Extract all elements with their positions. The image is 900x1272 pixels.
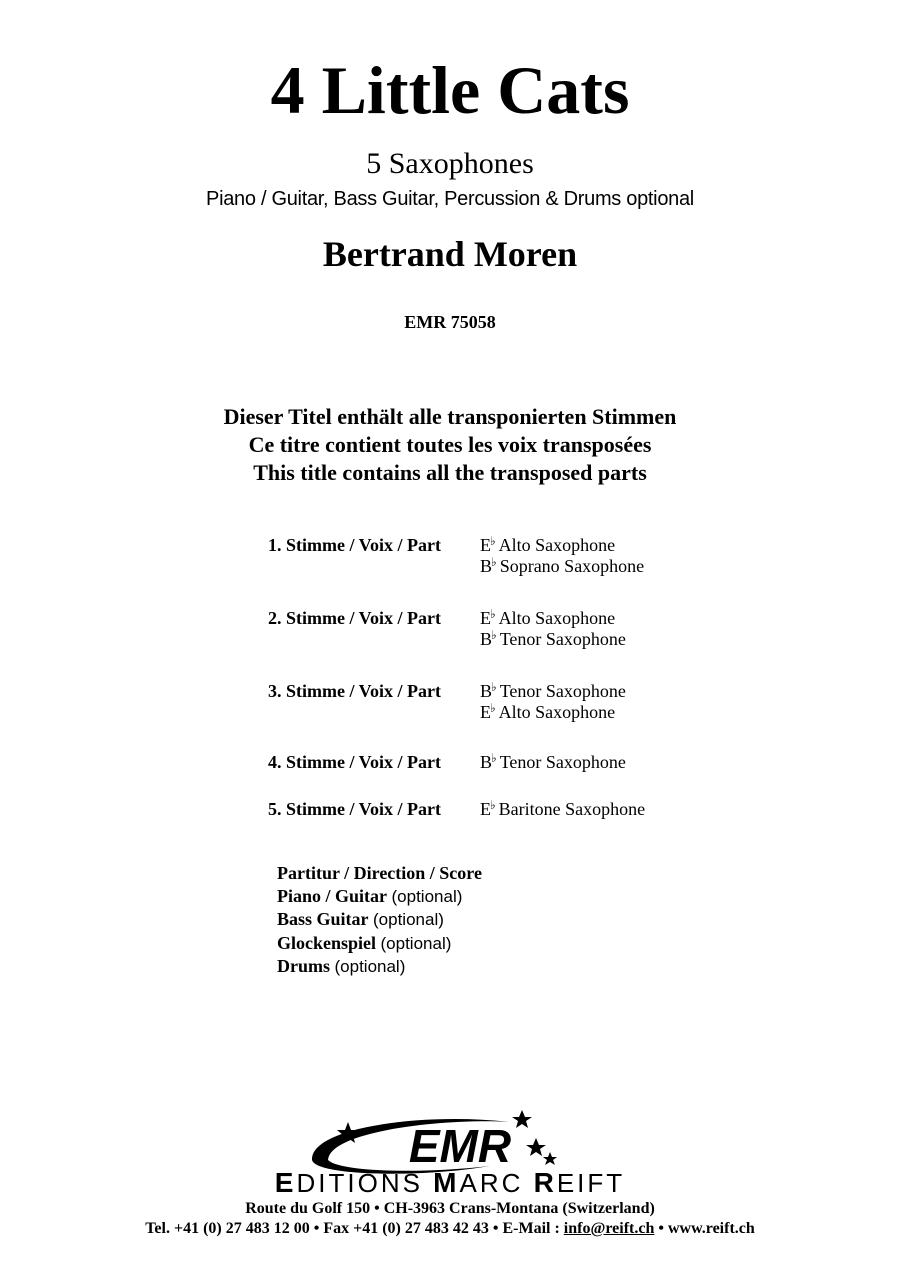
instrument-name: Tenor Saxophone <box>499 629 626 649</box>
score-item-note: (optional) <box>391 886 463 906</box>
instrument-key: B <box>480 681 493 701</box>
part-row <box>268 609 708 651</box>
publisher-address: Route du Golf 150 • CH-3963 Crans-Montana (Switzerland) <box>245 1200 655 1217</box>
part-instruments <box>480 800 645 821</box>
score-item-name: Drums <box>277 956 330 976</box>
notice-english: This title contains all the transposed parts <box>253 460 647 485</box>
catalog-number: EMR 75058 <box>404 312 496 332</box>
instrument-name: Tenor Saxophone <box>499 681 626 701</box>
part-instruments <box>480 753 626 774</box>
part-label: 5. Stimme / Voix / Part <box>268 799 441 819</box>
score-item <box>277 955 482 979</box>
publisher-initial: E <box>274 1167 297 1198</box>
part-instrument <box>480 753 626 774</box>
instrument-name: Alto Saxophone <box>498 535 616 555</box>
title: 4 Little Cats <box>270 52 630 128</box>
notice-german: Dieser Titel enthält alle transponierten Stimmen <box>223 404 677 429</box>
score-item-name: Glockenspiel <box>277 932 377 953</box>
instrument-name: Alto Saxophone <box>498 702 616 722</box>
part-instruments <box>480 536 644 578</box>
part-instrument <box>480 800 645 821</box>
score-item <box>277 908 482 932</box>
logo-text: EMR <box>408 1120 512 1172</box>
instrument-name: Baritone Saxophone <box>498 799 646 819</box>
instrument-key: E <box>480 702 491 722</box>
flat-symbol: ♭ <box>491 751 497 765</box>
publisher-contact <box>0 1219 900 1239</box>
instrument-key: B <box>480 556 493 576</box>
flat-symbol: ♭ <box>491 555 497 569</box>
part-label: 3. Stimme / Voix / Part <box>268 681 441 701</box>
flat-symbol: ♭ <box>490 798 496 812</box>
part-instrument <box>480 536 644 557</box>
flat-symbol: ♭ <box>490 701 496 715</box>
instrument-key: B <box>480 752 493 772</box>
logo-star-right-top <box>512 1110 532 1128</box>
part-instrument <box>480 557 644 578</box>
transposition-notice <box>0 403 900 487</box>
part-row <box>268 800 708 821</box>
contact-phone-fax: Tel. +41 (0) 27 483 12 00 • Fax +41 (0) 27 483 42 43 • E-Mail : <box>145 1220 564 1237</box>
subtitle: 5 Saxophones <box>366 147 534 180</box>
instrument-name: Tenor Saxophone <box>499 752 626 772</box>
publisher-initial: M <box>433 1167 460 1198</box>
instrument-name: Soprano Saxophone <box>499 556 645 576</box>
part-label: 2. Stimme / Voix / Part <box>268 608 441 628</box>
score-item-name: Piano / Guitar <box>277 885 388 906</box>
instrument-key: B <box>480 629 493 649</box>
part-instrument <box>480 609 626 630</box>
part-instrument <box>480 703 626 724</box>
flat-symbol: ♭ <box>491 628 497 642</box>
publisher-name-rest: DITIONS <box>296 1168 434 1198</box>
instrument-key: E <box>480 535 491 555</box>
part-instrument <box>480 682 626 703</box>
logo-star-right-mid <box>526 1138 546 1156</box>
part-row <box>268 536 708 578</box>
parts-list <box>268 536 708 821</box>
part-instrument <box>480 630 626 651</box>
score-item-name: Partitur / Direction / Score <box>277 863 482 883</box>
flat-symbol: ♭ <box>491 680 497 694</box>
part-instruments <box>480 609 626 651</box>
flat-symbol: ♭ <box>490 534 496 548</box>
flat-symbol: ♭ <box>490 607 496 621</box>
score-list <box>277 862 482 979</box>
score-item <box>277 885 482 909</box>
publisher-name <box>0 1168 900 1198</box>
instrument-name: Alto Saxophone <box>498 608 616 628</box>
email-link[interactable]: info@reift.ch <box>563 1220 655 1237</box>
publisher-name-rest: ARC <box>459 1168 534 1198</box>
score-item <box>277 932 482 956</box>
part-instruments <box>480 682 626 724</box>
part-label: 1. Stimme / Voix / Part <box>268 535 441 555</box>
instrument-key: E <box>480 608 491 628</box>
score-item-note: (optional) <box>380 933 452 953</box>
contact-website: • www.reift.ch <box>654 1220 755 1237</box>
publisher-name-rest: EIFT <box>556 1168 626 1198</box>
instrument-key: E <box>480 799 491 819</box>
score-item-note: (optional) <box>334 957 406 976</box>
instrumentation: Piano / Guitar, Bass Guitar, Percussion & Drums optional <box>206 188 694 210</box>
part-row <box>268 753 708 774</box>
part-row <box>268 682 708 724</box>
score-item <box>277 862 482 885</box>
notice-french: Ce titre contient toutes les voix transposées <box>248 432 652 457</box>
publisher-initial: R <box>533 1167 557 1198</box>
score-item-note: (optional) <box>373 910 444 929</box>
score-item-name: Bass Guitar <box>277 909 369 929</box>
logo-star-right-bottom <box>543 1152 557 1165</box>
part-label: 4. Stimme / Voix / Part <box>268 752 441 772</box>
composer: Bertrand Moren <box>322 234 578 274</box>
